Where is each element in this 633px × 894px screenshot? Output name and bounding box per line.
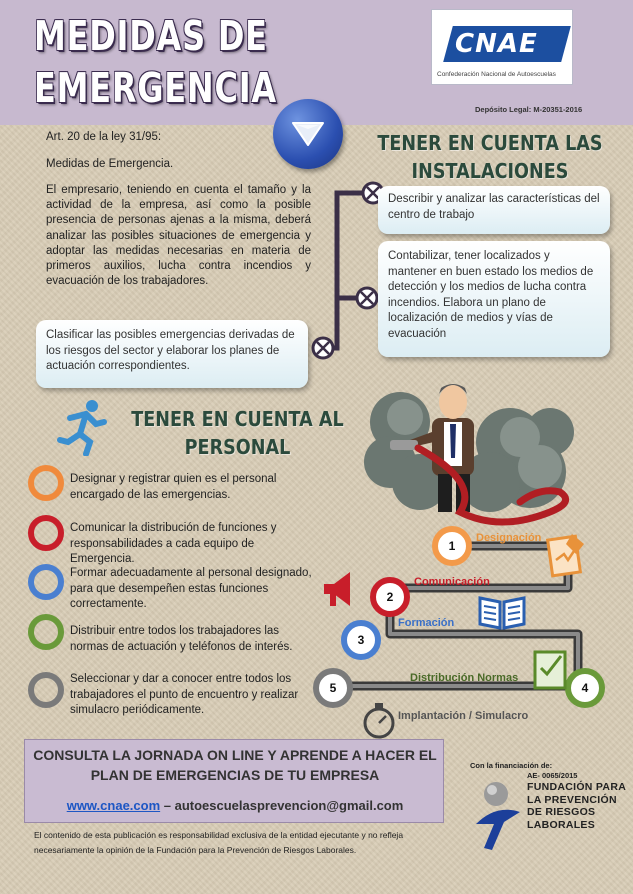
step-4-label: Distribución Normas [410, 672, 519, 684]
pencil-paper-icon [546, 530, 586, 578]
financing-label: Con la financiación de: [470, 761, 553, 770]
heading-instalaciones-line-1: TENER EN CUENTA LAS [377, 131, 603, 155]
step-1-label: Designación [476, 532, 542, 544]
personal-item-1: Designar y registrar quien es el personal encargado de las emergencias. [70, 473, 277, 501]
disclaimer: El contenido de esta publicación es responsabilidad exclusiva de la entidad ejecutante y no refleja necesariamente la opinión de la Fundación para la Prevención de Riesgos Laborales. [34, 830, 404, 855]
contact-line [30, 798, 440, 813]
step-3-label: Formación [398, 617, 455, 629]
step-2-label: Comunicación [414, 576, 490, 588]
heading-instalaciones-line-2: INSTALACIONES [411, 159, 569, 183]
megaphone-icon [320, 568, 356, 610]
step-1-circle: 1 [432, 526, 472, 566]
cnae-logo-subtitle: Confederación Nacional de Autoescuelas [437, 71, 556, 78]
title-line-2: EMERGENCIA [34, 64, 277, 112]
step-2-circle: 2 [370, 577, 410, 617]
title-line-1: MEDIDAS DE [34, 12, 268, 60]
personal-item-4: Distribuir entre todos los trabajadores las normas de actuación y teléfonos de interés. [70, 625, 293, 653]
email-text: – autoescuelasprevencion@gmail.com [160, 798, 404, 813]
foundation-logo-icon [470, 778, 524, 852]
book-icon [476, 594, 528, 632]
bubble-describir: Describir y analizar las características del centro de trabajo [378, 186, 610, 234]
step-4-circle: 4 [565, 668, 605, 708]
bubble-clasificar: Clasificar las posibles emergencias derivadas de los riesgos del sector y elaborar los planes de actuación correspondientes. [36, 320, 308, 388]
legal-deposit: Depósito Legal: M-20351-2016 [475, 105, 583, 114]
step-3-circle: 3 [341, 620, 381, 660]
personal-item-3: Formar adecuadamente al personal designado, para que desempeñen estas funciones correctamente. [70, 567, 312, 610]
website-link[interactable]: www.cnae.com [66, 798, 161, 813]
document-icon [531, 646, 573, 692]
section-label: Medidas de Emergencia. [46, 158, 174, 170]
foundation-name: FUNDACIÓN PARA LA PREVENCIÓN DE RIESGOS LABORALES [527, 781, 626, 831]
step-5-circle: 5 [313, 668, 353, 708]
intro-paragraph: El empresario, teniendo en cuenta el tamaño y la actividad de la empresa, así como la posible presencia de personas ajenas a la misma, deberá analizar las posibles situaciones de emergencia y adoptar las medidas necesarias en materia de primeros auxilios, lucha contra incendios y evacuación de los trabajadores. [46, 184, 311, 288]
personal-item-2: Comunicar la distribución de funciones y responsabilidades a cada equipo de Emergencia. [70, 522, 277, 565]
funding-code: AE- 0065/2015 [527, 771, 578, 780]
law-article: Art. 20 de la ley 31/95: [46, 131, 162, 143]
heading-personal-line-1: TENER EN CUENTA AL [131, 407, 344, 431]
heading-personal-line-2: PERSONAL [184, 435, 291, 459]
consulta-text: CONSULTA LA JORNADA ON LINE Y APRENDE A HACER EL PLAN DE EMERGENCIAS DE TU EMPRESA [33, 747, 437, 783]
bubble-contabilizar: Contabilizar, tener localizados y mantener en buen estado los medios de detección y los medios de lucha contra incendios. Elabora un plano de localización de medios y vías de evacuación [378, 241, 610, 357]
cnae-logo-text: CNAE [455, 29, 538, 59]
stopwatch-icon [360, 700, 398, 740]
personal-item-5: Seleccionar y dar a conocer entre todos los trabajadores el punto de encuentro y realizar simulacro periódicamente. [70, 673, 299, 716]
step-5-label: Implantación / Simulacro [398, 710, 529, 722]
